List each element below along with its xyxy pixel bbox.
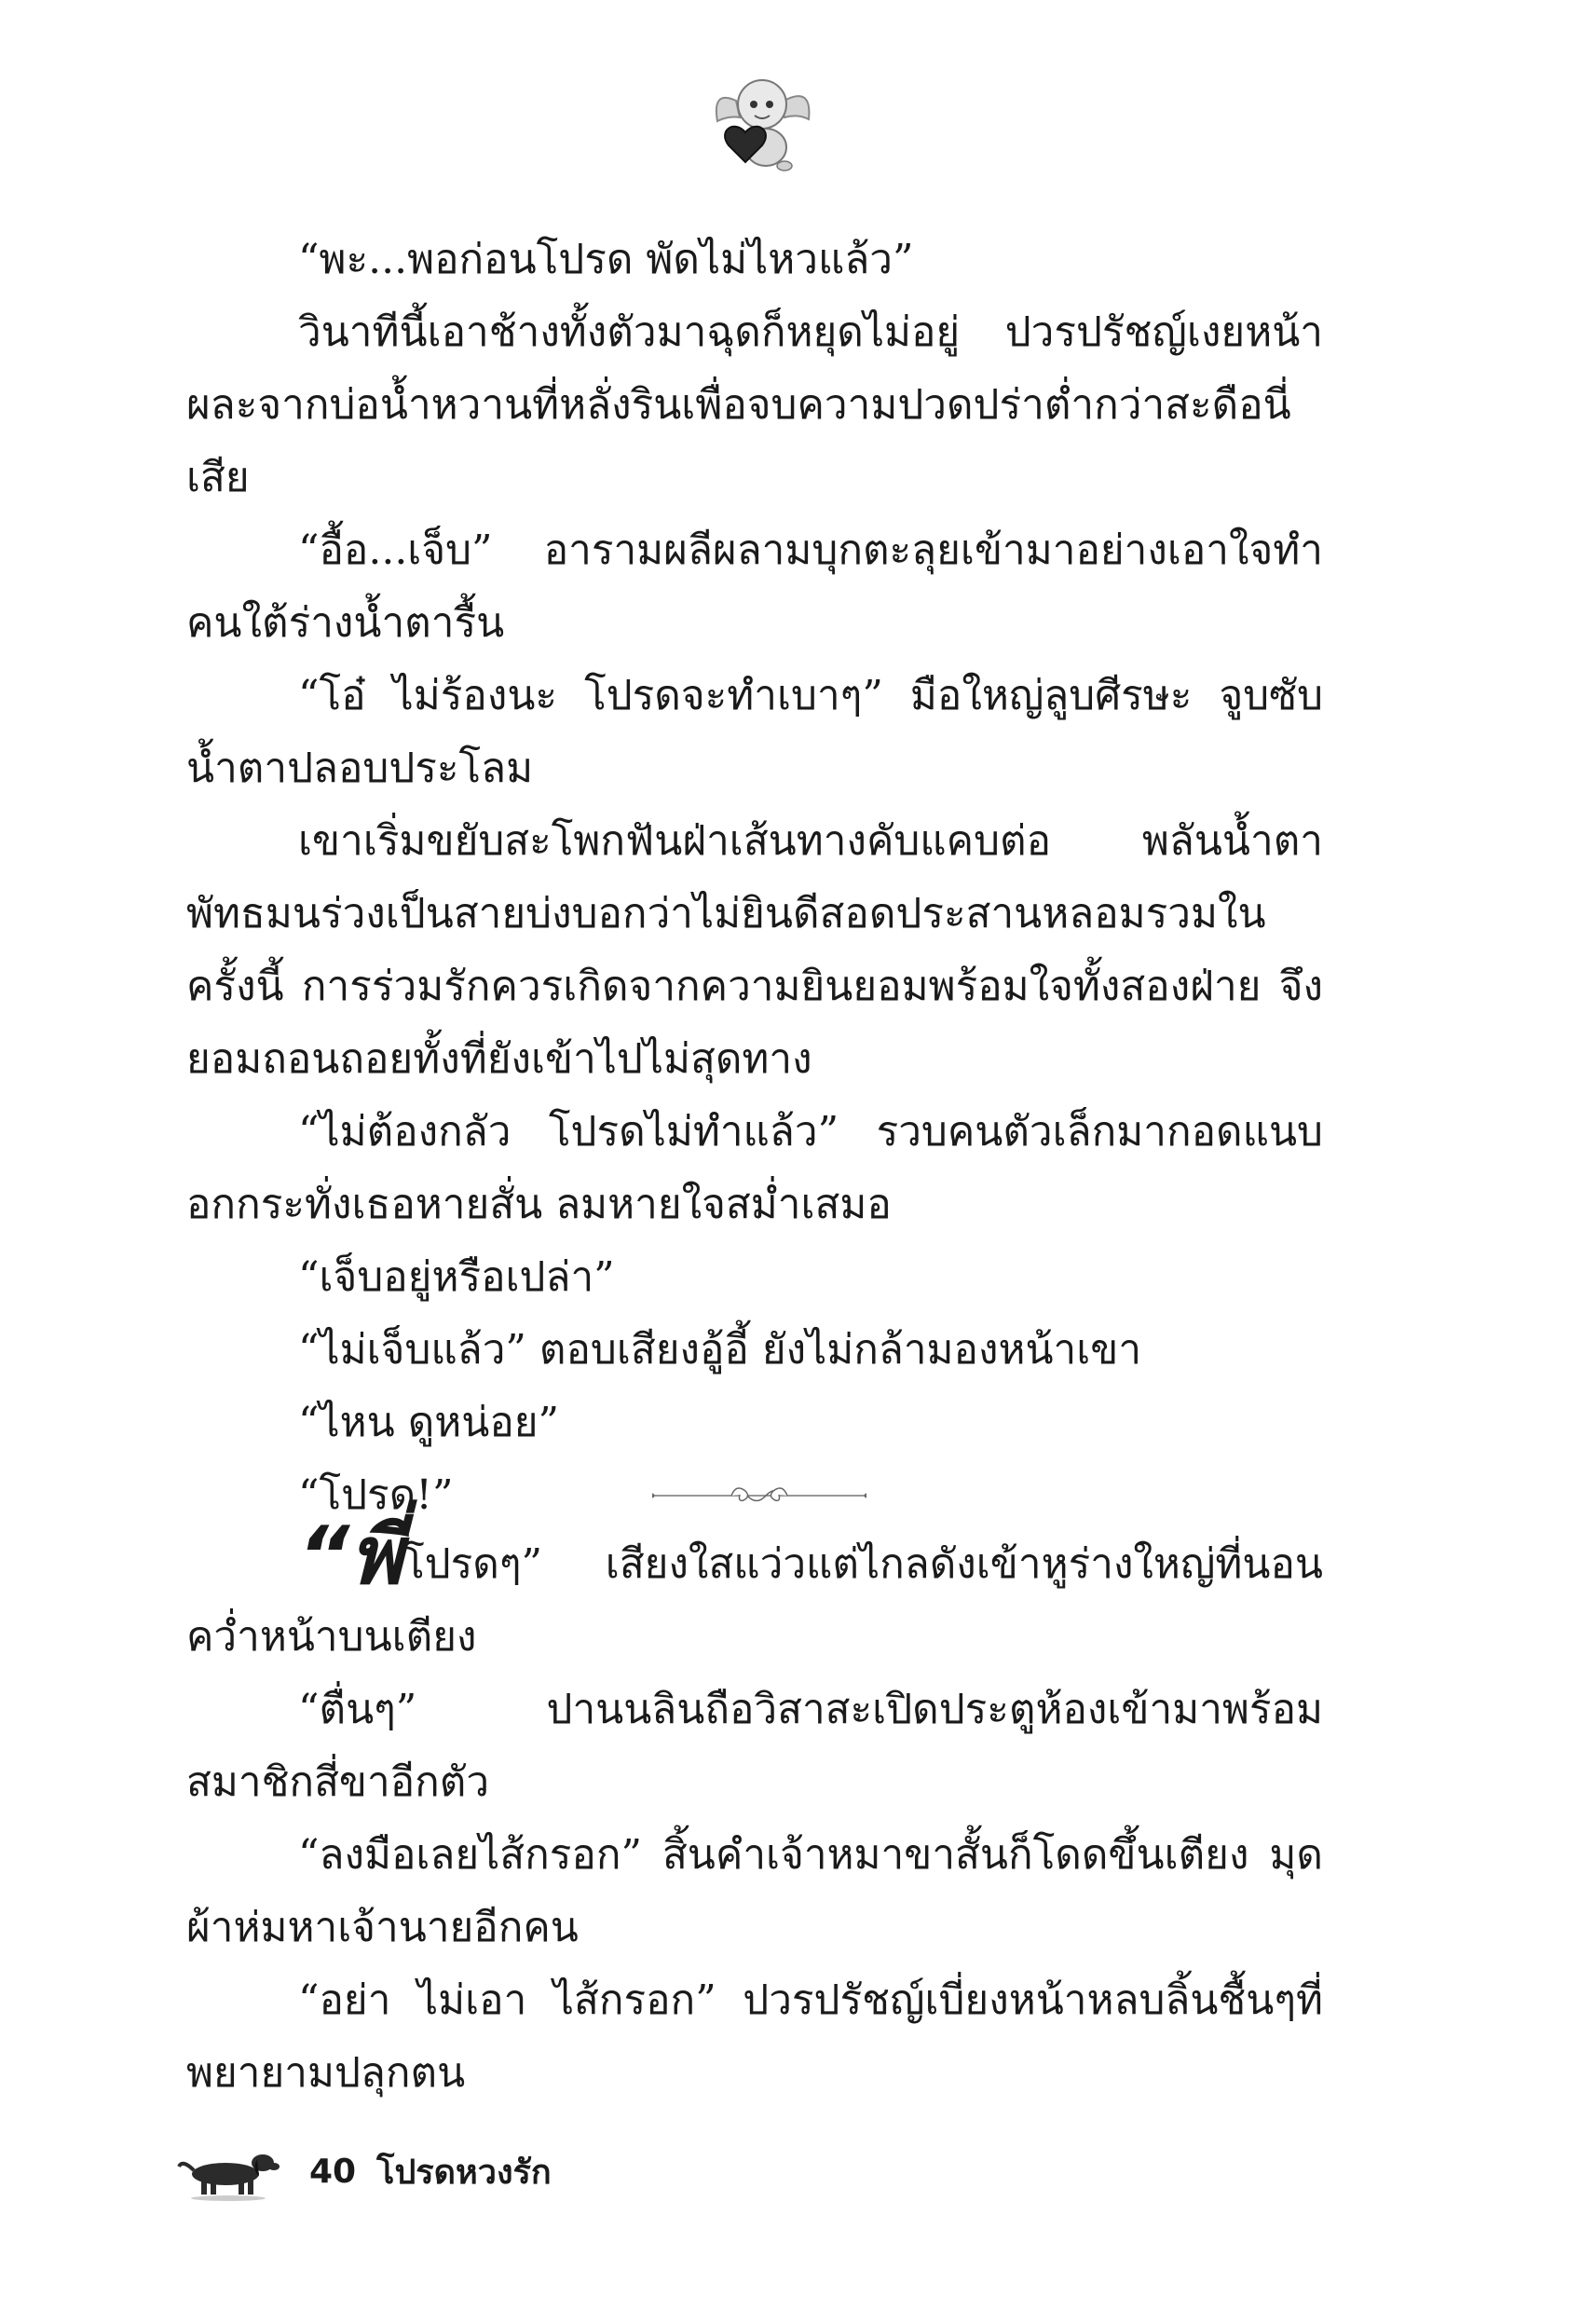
paragraph-8: “ไม่เจ็บแล้ว” ตอบเสียงอู้อี้ ยังไม่กล้ามองหน้าเขา [298,1326,1142,1374]
paragraph-7: “เจ็บอยู่หรือเปล่า” [298,1253,615,1301]
paragraph-5: เขาเริ่มขยับสะโพกฟันฝ่าเส้นทางคับแคบต่อ พลันน้ำตาพัทธมนร่วงเป็นสายบ่งบอกว่าไม่ยินดีสอดประสานหลอมรวมในครั้งนี้ การร่วมรักควรเกิดจากความยินยอมพร้อมใจทั้งสองฝ่าย จึงยอมถอนถอยทั้งที่ยังเข้าไปไม่สุดทาง [186,817,1323,1083]
main-text-block [186,224,1323,1532]
floral-divider-icon [652,1472,866,1519]
dachshund-dog-icon [177,2139,280,2204]
page-footer [177,2134,552,2208]
paragraph-13: “ลงมือเลยไส้กรอก” สิ้นคำเจ้าหมาขาสั้นก็โดดขึ้นเตียง มุดผ้าห่มหาเจ้านายอีกคน [186,1831,1323,1951]
cupid-with-heart-icon [708,65,820,177]
paragraph-14: “อย่า ไม่เอา ไส้กรอก” ปวรปรัชญ์เบี่ยงหน้าหลบลิ้นชื้นๆที่พยายามปลุกตน [186,1976,1323,2097]
paragraph-11 [186,1510,1323,1674]
paragraph-9: “ไหน ดูหน่อย” [298,1399,560,1446]
second-scene-text-block [186,1510,1323,2110]
paragraph-6: “ไม่ต้องกลัว โปรดไม่ทำแล้ว” รวบคนตัวเล็กมากอดแนบอกกระทั่งเธอหายสั่น ลมหายใจสม่ำเสมอ [186,1108,1323,1228]
drop-cap: “พี่ [298,1510,403,1603]
paragraph-10: “โปรด!” [298,1471,454,1519]
page-number: 40 [309,2152,357,2191]
paragraph-11-text: โปรดๆ” เสียงใสแว่วแต่ไกลดังเข้าหูร่างใหญ่ที่นอนคว่ำหน้าบนเตียง [186,1540,1323,1661]
paragraph-1: “พะ...พอก่อนโปรด พัดไม่ไหวแล้ว” [298,236,914,283]
paragraph-4: “โอ๋ ไม่ร้องนะ โปรดจะทำเบาๆ” มือใหญ่ลูบศีรษะ จูบซับน้ำตาปลอบประโลม [186,672,1323,792]
book-title: โปรดหวงรัก [376,2153,552,2192]
paragraph-3: “อื้อ...เจ็บ” อารามผลีผลามบุกตะลุยเข้ามาอย่างเอาใจทำคนใต้ร่างน้ำตารื้น [186,526,1323,647]
paragraph-12: “ตื่นๆ” ปานนลินถือวิสาสะเปิดประตูห้องเข้ามาพร้อมสมาชิกสี่ขาอีกตัว [186,1686,1323,1806]
paragraph-2: วินาทีนี้เอาช้างทั้งตัวมาฉุดก็หยุดไม่อยู่ ปวรปรัชญ์เงยหน้าผละจากบ่อน้ำหวานที่หลั่งรินเพื่อจบความปวดปร่าต่ำกว่าสะดือนี่เสีย [186,308,1323,501]
